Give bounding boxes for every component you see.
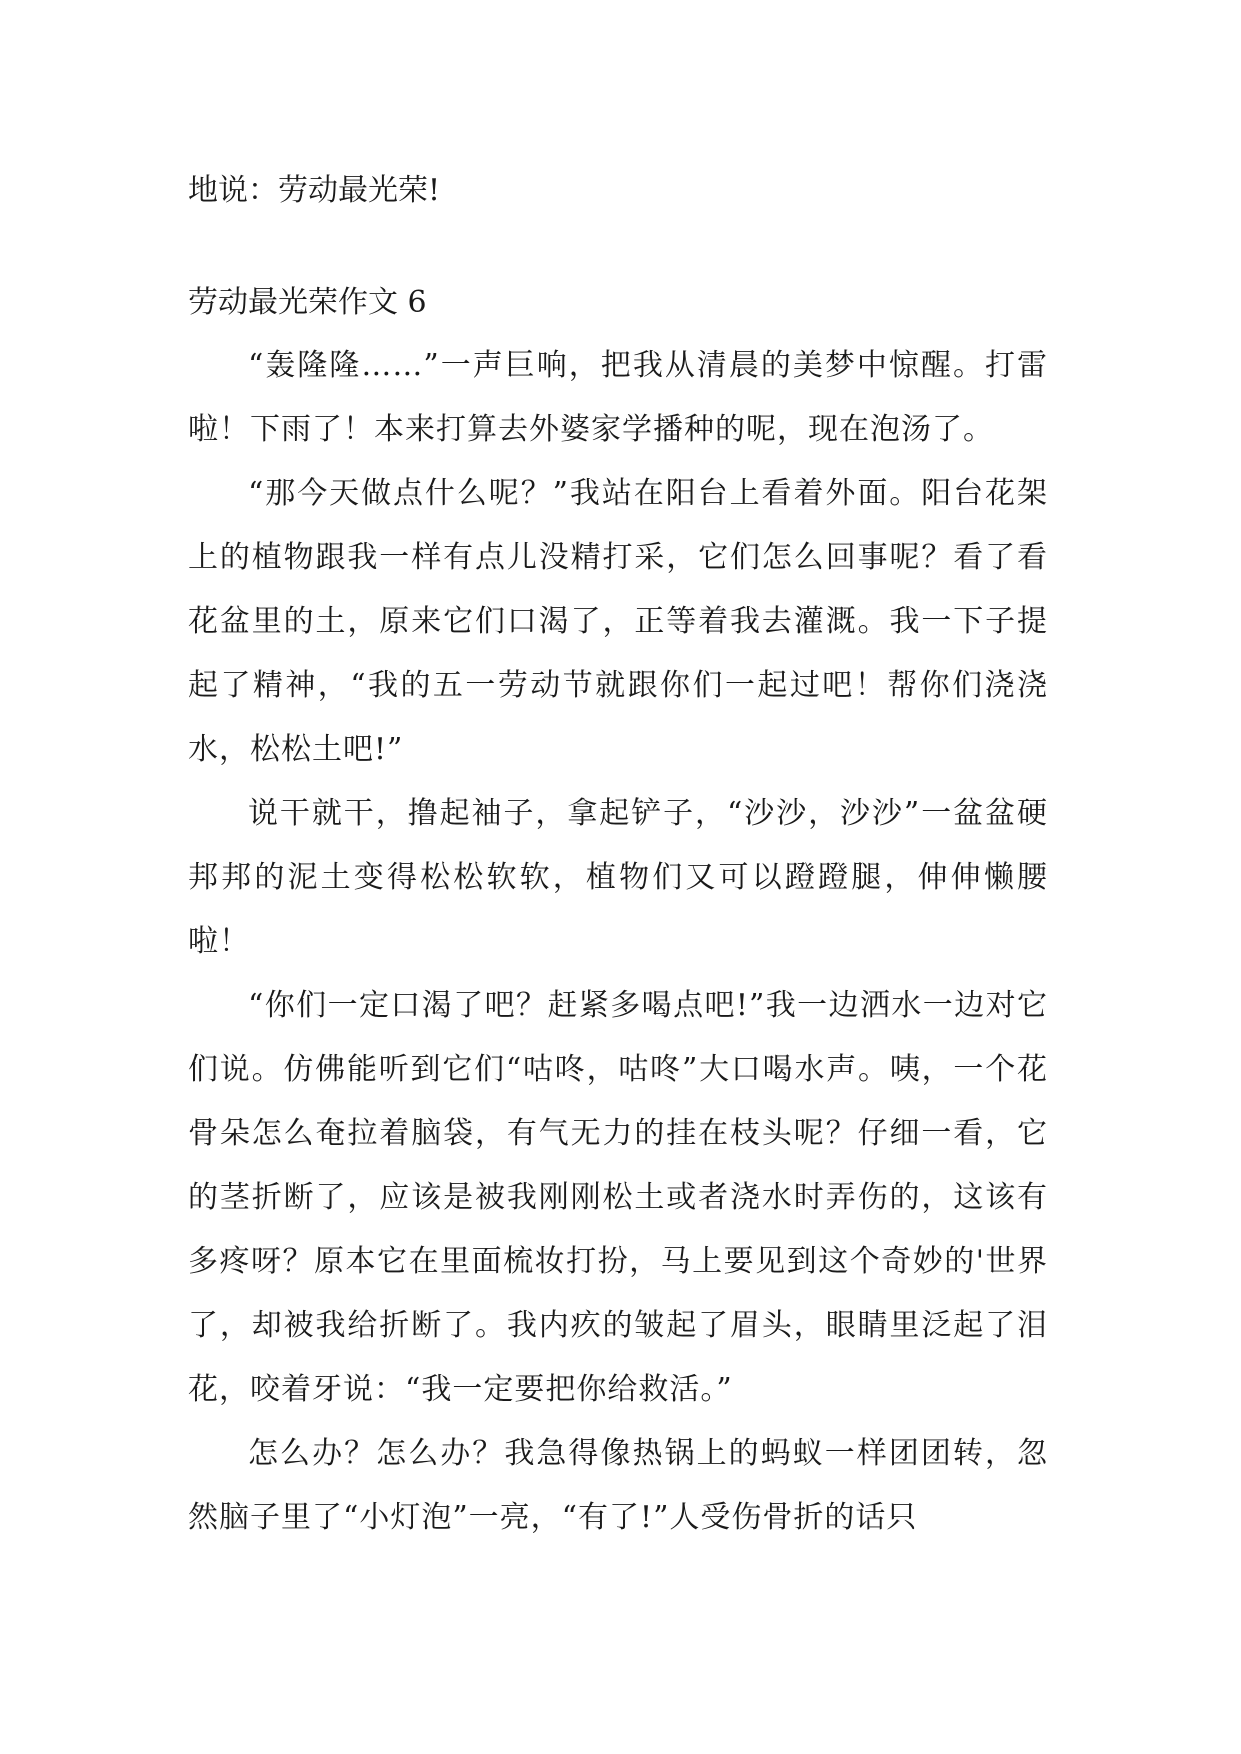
- paragraph-3: 说干就干，撸起袖子，拿起铲子，“沙沙，沙沙”一盆盆硬邦邦的泥土变得松松软软，植物们又可以蹬蹬腿，伸伸懒腰啦！: [188, 796, 1048, 959]
- document-page: [188, 160, 1048, 1550]
- closing-line: 地说：劳动最光荣!: [188, 173, 441, 208]
- essay-title: 劳动最光荣作文 6: [188, 285, 427, 320]
- paragraph-1: “轰隆隆……”一声巨响，把我从清晨的美梦中惊醒。打雷啦！下雨了！本来打算去外婆家学播种的呢，现在泡汤了。: [188, 348, 1048, 447]
- paragraph-2: “那今天做点什么呢？”我站在阳台上看着外面。阳台花架上的植物跟我一样有点儿没精打采，它们怎么回事呢？看了看花盆里的土，原来它们口渴了，正等着我去灌溉。我一下子提起了精神，“我的五一劳动节就跟你们一起过吧！帮你们浇浇水，松松土吧!”: [188, 476, 1048, 767]
- paragraph-5: 怎么办？怎么办？我急得像热锅上的蚂蚁一样团团转，忽然脑子里了“小灯泡”一亮，“有了!”人受伤骨折的话只: [188, 1436, 1048, 1535]
- paragraph-4: “你们一定口渴了吧？赶紧多喝点吧!”我一边洒水一边对它们说。仿佛能听到它们“咕咚，咕咚”大口喝水声。咦，一个花骨朵怎么奄拉着脑袋，有气无力的挂在枝头呢？仔细一看，它的茎折断了，应该是被我刚刚松土或者浇水时弄伤的，这该有多疼呀？原本它在里面梳妆打扮，马上要见到这个奇妙的'世界了，却被我给折断了。我内疚的皱起了眉头，眼睛里泛起了泪花，咬着牙说：“我一定要把你给救活。”: [188, 988, 1048, 1407]
